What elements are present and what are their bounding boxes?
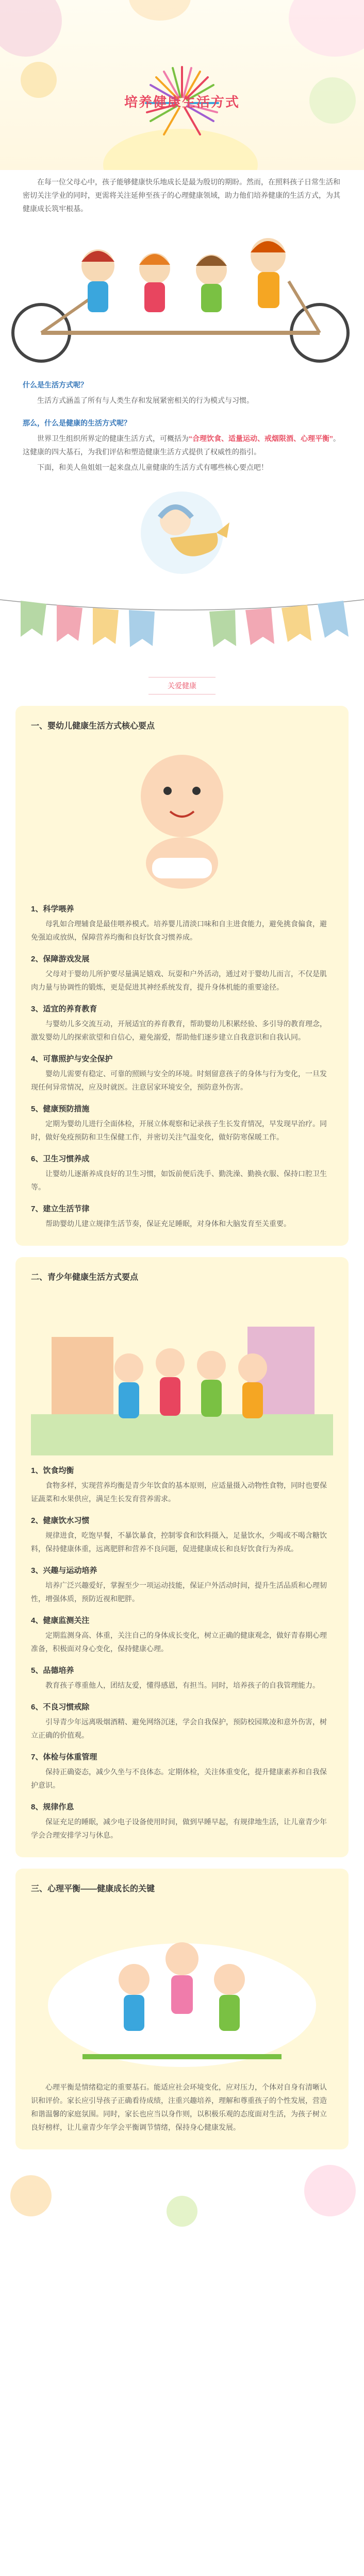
item-body: 定期为婴幼儿进行全面体检，开展立体观察和记录孩子生长发育情况，早发现早治疗。同时，做好免疫预防和卫生保健工作，并密切关注气温变化，做好防寒保暖工作。 [31, 1120, 327, 1141]
item-title: 2、健康饮水习惯 [31, 1516, 90, 1525]
item-body: 培养广泛兴趣爱好，掌握至少一项运动技能，保证户外活动时间，提升生活品质和心理韧性，增强体质，预防近视和肥胖。 [31, 1581, 327, 1603]
intro-paragraph: 在每一位父母心中，孩子能够健康快乐地成长是最为殷切的期盼。然而，在照料孩子日常生活和密切关注学业的同时，更需将关注延伸至孩子的心理健康领域，助力他们培养健康的生活方式，为其健康成长筑牢根基。 [23, 178, 340, 213]
item-body: 教育孩子尊重他人，团结友爱，懂得感恩，有担当。同时，培养孩子的自我管理能力。 [45, 1681, 320, 1689]
section-1-items [31, 903, 333, 1230]
section-2-item [31, 1465, 333, 1505]
page-title: 培养健康生活方式 [124, 94, 240, 110]
item-title: 1、科学喂养 [31, 905, 74, 913]
mermaid-illustration [0, 476, 364, 589]
kids-svg [31, 1291, 333, 1455]
section-2-item [31, 1615, 333, 1655]
answer-2-suffix: 。这健康的四大基石，为我们评估和塑造健康生活方式提供了权威性的指引。 [23, 434, 340, 456]
section-1-item [31, 1003, 333, 1044]
section-1-title: 一、婴幼儿健康生活方式核心要点 [31, 722, 155, 731]
answer-2 [23, 432, 341, 459]
section-2-item [31, 1565, 333, 1605]
item-title: 5、品德培养 [31, 1666, 74, 1675]
item-body: 规律进食，吃饱早餐，不暴饮暴食，控制零食和饮料摄入，足量饮水，少喝或不喝含糖饮料，保持健康体重，远离肥胖和营养不良问题，促进健康成长和良好饮食行为养成。 [31, 1531, 327, 1553]
header-banner [0, 0, 364, 170]
bunting-decoration [0, 589, 364, 677]
item-title: 8、规律作息 [31, 1803, 74, 1811]
item-title: 1、饮食均衡 [31, 1466, 74, 1475]
item-title: 7、建立生活节律 [31, 1205, 90, 1213]
item-title: 6、卫生习惯养成 [31, 1155, 90, 1163]
section-1-item [31, 1103, 333, 1144]
decor-circle [0, 0, 62, 57]
answer-2-prefix: 世界卫生组织所界定的健康生活方式，可概括为 [37, 434, 189, 443]
section-1-item [31, 1153, 333, 1194]
item-title: 3、适宜的养育教育 [31, 1005, 97, 1013]
item-body: 母乳如合理辅食是最佳喂养模式。培养婴儿清淡口味和自主进食能力，避免挑食偏食，避免强迫或放纵，保障营养均衡和良好饮食习惯养成。 [31, 920, 327, 941]
item-title: 6、不良习惯戒除 [31, 1703, 90, 1711]
answer-1: 生活方式涵盖了所有与人类生存和发展紧密相关的行为模式与习惯。 [37, 396, 254, 404]
kids-jumping-illustration [31, 1902, 333, 2077]
baby-illustration [31, 739, 333, 894]
section-3-body: 心理平衡是情绪稳定的重要基石。能适应社会环境变化，应对压力，个体对自身有清晰认识和评价。家长应引导孩子正确看待成绩，注重兴趣培养，理解和尊重孩子的个性发展，营造和谐温馨的家庭氛围。同时，家长也应当以身作则，以积极乐观的态度面对生活，为孩子树立良好榜样，让儿童青少年学会平衡调节情绪，保持身心健康发展。 [31, 2083, 327, 2131]
section-2-item [31, 1801, 333, 1842]
answer-3: 下面，和美人鱼姐姐一起来盘点儿童健康的生活方式有哪些核心要点吧！ [37, 463, 268, 471]
section-2-title: 二、青少年健康生活方式要点 [31, 1273, 139, 1282]
item-title: 5、健康预防措施 [31, 1105, 90, 1113]
item-title: 7、体检与体重管理 [31, 1753, 97, 1761]
item-body: 帮助婴幼儿建立规律生活节奏，保证充足睡眠，对身体和大脑发育至关重要。 [45, 1219, 291, 1228]
qa-section [23, 378, 341, 474]
section-2-item [31, 1701, 333, 1742]
section-3-title: 三、心理平衡——健康成长的关键 [31, 1885, 155, 1893]
item-body: 父母对于婴幼儿所护要尽量满足嬉戏、玩耍和户外活动，通过对于婴幼儿而言，不仅是肌肉力量与协调性的锻炼，更是促进其神经系统发育，提升身体机能的重要途径。 [31, 970, 327, 991]
section-1-item [31, 1053, 333, 1094]
section-3-panel [15, 1869, 349, 2149]
item-title: 3、兴趣与运动培养 [31, 1566, 97, 1575]
bunting-svg [0, 589, 364, 677]
footer-decoration [0, 2149, 364, 2227]
item-body: 让婴幼儿逐渐养成良好的卫生习惯，如饭前便后洗手、勤洗澡、勤换衣服、保持口腔卫生等。 [31, 1170, 327, 1191]
item-body: 与婴幼儿多交流互动，开展适宜的养育教育，帮助婴幼儿积累经验、多引导的教育理念，激发婴幼儿的探索欲望和自信心，避免溺爱，帮助他们逐步建立自我意识和自我认同。 [31, 1020, 327, 1041]
care-health-tag: 关爱健康 [148, 677, 216, 694]
section-1-item [31, 903, 333, 944]
item-title: 4、健康监测关注 [31, 1616, 90, 1625]
question-2: 那么，什么是健康的生活方式呢？ [23, 419, 131, 427]
baby-svg [31, 739, 333, 894]
section-1-panel [15, 706, 349, 1246]
question-1: 什么是生活方式呢？ [23, 381, 88, 389]
kids-bicycle-illustration [0, 225, 364, 369]
decor-circle [289, 0, 364, 57]
item-body: 保持正确姿态，减少久坐与不良体态。定期体检，关注体重变化，提升健康素养和自我保护意识。 [31, 1768, 327, 1789]
section-1-item [31, 1203, 333, 1230]
section-2-item [31, 1515, 333, 1555]
item-body: 婴幼儿需要有稳定、可靠的照顾与安全的环境。时刻留意孩子的身体与行为变化，一旦发现任何异常情况，应及时就医。注意居家环境安全，预防意外伤害。 [31, 1070, 327, 1091]
item-title: 2、保障游戏发展 [31, 955, 90, 963]
section-2-panel [15, 1257, 349, 1857]
mermaid-svg [0, 476, 364, 589]
section-2-items [31, 1465, 333, 1842]
section-1-item [31, 953, 333, 994]
item-body: 定期监测身高、体重，关注自己的身体成长变化，树立正确的健康观念，做好青春期心理准备，积极面对身心变化，保持健康心理。 [31, 1631, 327, 1653]
footer-svg [0, 2149, 364, 2227]
decor-circle [129, 0, 191, 21]
section-2-item [31, 1665, 333, 1692]
section-2-item [31, 1751, 333, 1792]
item-body: 食物多样，实现营养均衡是青少年饮食的基本原则，应适量摄入动物性食物，同时也要保证蔬菜和水果供应，满足生长发育营养需求。 [31, 1481, 327, 1503]
bicycle-svg [0, 225, 364, 369]
jumping-svg [31, 1902, 333, 2077]
item-body: 引导青少年远离吸烟酒精、避免网络沉迷，学会自我保护，预防校园欺凌和意外伤害，树立正确的价值观。 [31, 1718, 327, 1739]
answer-2-highlight: “合理饮食、适量运动、戒烟限酒、心理平衡” [189, 434, 333, 443]
kids-walking-illustration [31, 1291, 333, 1455]
item-title: 4、可靠照护与安全保护 [31, 1055, 113, 1063]
item-body: 保证充足的睡眠，减少电子设备使用时间，做到早睡早起，有规律地生活，让儿童青少年学会合理安排学习与休息。 [31, 1818, 327, 1839]
